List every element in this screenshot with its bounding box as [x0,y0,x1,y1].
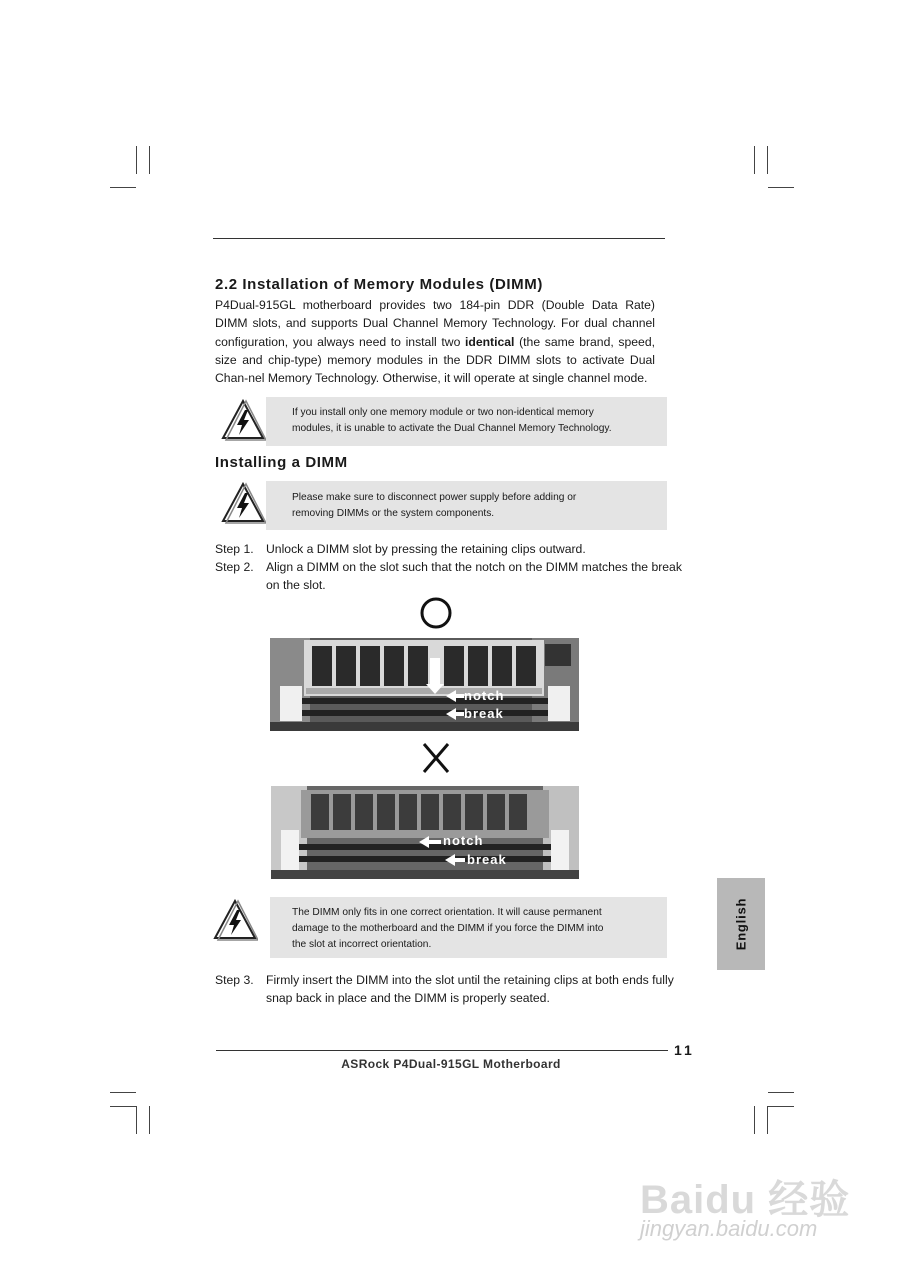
dimm-correct-photo [270,638,579,731]
intro-bold-identical: identical [465,334,515,349]
crop-mark [149,146,150,174]
watermark-logo: Baidu 经验 [640,1178,851,1222]
intro-text-2: (the same brand, speed, size and chip-type) memory modules in the DDR DIMM slots to activate Dual Chan-nel Memory Technology. Otherwise, it will operate at single channel mode. [215,334,659,386]
step-text: Align a DIMM on the slot such that the notch on the DIMM matches the break [266,560,682,574]
incorrect-cross-icon [421,741,451,775]
step-2 [215,558,682,596]
step-text: Unlock a DIMM slot by pressing the retaining clips outward. [266,542,586,556]
step-number: Step 2. [215,560,254,574]
note-correct-orientation [270,897,667,958]
note-line: If you install only one memory module or two non-identical memory [292,407,594,418]
crop-mark [754,146,755,174]
footer-rule [216,1050,668,1051]
crop-mark [110,1092,136,1093]
step-number: Step 3. [215,973,254,987]
notch-label: notch [443,833,484,848]
crop-mark [768,187,794,188]
crop-mark [767,146,768,174]
break-label: break [467,852,507,867]
crop-mark [136,1106,137,1134]
header-rule [213,238,665,239]
crop-mark [768,1106,794,1107]
footer-text: ASRock P4Dual-915GL Motherboard [341,1057,561,1071]
crop-mark [149,1106,150,1134]
warning-icon [220,398,266,442]
note-line: the slot at incorrect orientation. [292,939,432,950]
section-title: 2.2 Installation of Memory Modules (DIMM) [215,276,543,293]
note-line: removing DIMMs or the system components. [292,508,495,519]
notch-label: notch [464,688,505,703]
intro-paragraph [215,296,659,387]
crop-mark [110,1106,136,1107]
watermark-url: jingyan.baidu.com [640,1216,818,1241]
intro-text-1: P4Dual-915GL motherboard provides two 184-pin DDR (Double Data Rate) DIMM slots, and supports Dual Channel Memory Technology. For dual channel configuration, you always need to install two [215,298,659,349]
crop-mark [110,187,136,188]
step-text: snap back in place and the DIMM is properly seated. [266,991,550,1005]
crop-mark [768,1092,794,1093]
page-number: 11 [674,1042,695,1058]
crop-mark [754,1106,755,1134]
correct-circle-icon [419,596,453,630]
language-tab-label: English [733,897,749,951]
language-tab-english [717,878,765,970]
dimm-incorrect-photo [271,786,579,879]
step-text: on the slot. [266,578,326,592]
crop-mark [767,1106,768,1134]
break-label: break [464,706,504,721]
warning-icon [220,481,266,525]
installing-dimm-title: Installing a DIMM [215,454,348,471]
note-line: Please make sure to disconnect power supply before adding or [292,492,577,503]
warning-icon [212,898,258,942]
note-line: modules, it is unable to activate the Dual Channel Memory Technology. [292,423,612,434]
crop-mark [136,146,137,174]
step-1 [215,540,670,560]
step-number: Step 1. [215,542,254,556]
note-disconnect-power [266,481,667,530]
step-text: Firmly insert the DIMM into the slot until the retaining clips at both ends fully [266,973,674,987]
note-line: The DIMM only fits in one correct orientation. It will cause permanent [292,907,602,918]
note-single-module [266,397,667,446]
note-line: damage to the motherboard and the DIMM if you force the DIMM into [292,923,604,934]
step-3 [215,971,674,1009]
